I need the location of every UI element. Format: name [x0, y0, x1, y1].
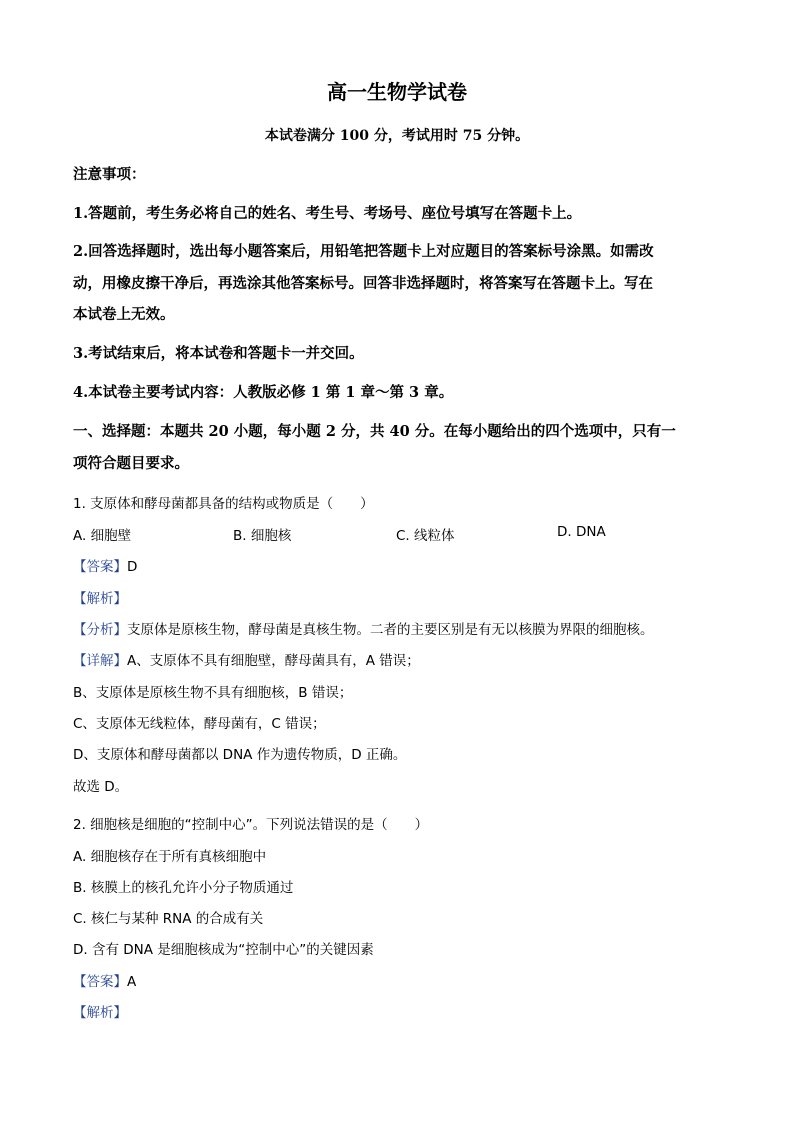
option-d: D. 含有 DNA 是细胞核成为“控制中心”的关键因素 — [73, 942, 374, 958]
question-1-xiangjie — [73, 649, 420, 669]
answer-tag: 【答案】 — [73, 559, 127, 575]
question-2-stem: 2. 细胞核是细胞的“控制中心”。下列说法错误的是（ ） — [73, 817, 429, 833]
question-1-stem: 1. 支原体和酵母菌都具备的结构或物质是（ ） — [73, 496, 374, 512]
answer-tag: 【答案】 — [73, 974, 127, 990]
question-1-answer — [73, 555, 137, 575]
question-1-options — [73, 524, 723, 544]
option-c: C. 核仁与某种 RNA 的合成有关 — [73, 911, 264, 927]
section-heading: 一、选择题：本题共 20 小题，每小题 2 分，共 40 分。在每小题给出的四个选项中，只有一 — [73, 423, 676, 440]
notice-item-continued: 本试卷上无效。 — [73, 306, 175, 323]
option-c: C. 线粒体 — [396, 528, 455, 544]
option-a: A. 细胞壁 — [73, 528, 132, 544]
fenxi-tag: 【分析】 — [73, 622, 127, 638]
notice-item: 2.回答选择题时，选出每小题答案后，用铅笔把答题卡上对应题目的答案标号涂黑。如需改 — [73, 243, 654, 260]
page-title: 高一生物学试卷 — [327, 80, 467, 104]
explanation-line: B、支原体是原核生物不具有细胞核，B 错误； — [73, 685, 353, 701]
notice-item-continued: 动，用橡皮擦干净后，再选涂其他答案标号。回答非选择题时，将答案写在答题卡上。写在 — [73, 275, 653, 292]
notice-item: 1.答题前，考生务必将自己的姓名、考生号、考场号、座位号填写在答题卡上。 — [73, 205, 582, 222]
notice-item: 4.本试卷主要考试内容：人教版必修 1 第 1 章～第 3 章。 — [73, 384, 454, 401]
option-b: B. 细胞核 — [233, 528, 292, 544]
analysis-tag: 【解析】 — [73, 591, 127, 607]
xiangjie-text: A、支原体不具有细胞壁，酵母菌具有，A 错误； — [127, 653, 420, 669]
conclusion-line: 故选 D。 — [73, 779, 129, 795]
notice-item: 3.考试结束后，将本试卷和答题卡一并交回。 — [73, 345, 364, 362]
explanation-line: D、支原体和酵母菌都以 DNA 作为遗传物质，D 正确。 — [73, 747, 407, 763]
section-heading-continued: 项符合题目要求。 — [73, 455, 189, 472]
answer-value: A — [127, 974, 137, 990]
notice-header: 注意事项： — [73, 166, 146, 183]
fenxi-text: 支原体是原核生物，酵母菌是真核生物。二者的主要区别是有无以核膜为界限的细胞核。 — [127, 622, 654, 638]
option-b: B. 核膜上的核孔允许小分子物质通过 — [73, 880, 294, 896]
analysis-tag: 【解析】 — [73, 1005, 127, 1021]
explanation-line: C、支原体无线粒体，酵母菌有，C 错误； — [73, 716, 326, 732]
option-a: A. 细胞核存在于所有真核细胞中 — [73, 849, 267, 865]
option-d: D. DNA — [557, 524, 606, 540]
page-subtitle: 本试卷满分 100 分，考试用时 75 分钟。 — [264, 128, 530, 144]
xiangjie-tag: 【详解】 — [73, 653, 127, 669]
question-1-fenxi — [73, 618, 654, 638]
question-2-answer — [73, 970, 136, 990]
answer-value: D — [127, 559, 138, 575]
